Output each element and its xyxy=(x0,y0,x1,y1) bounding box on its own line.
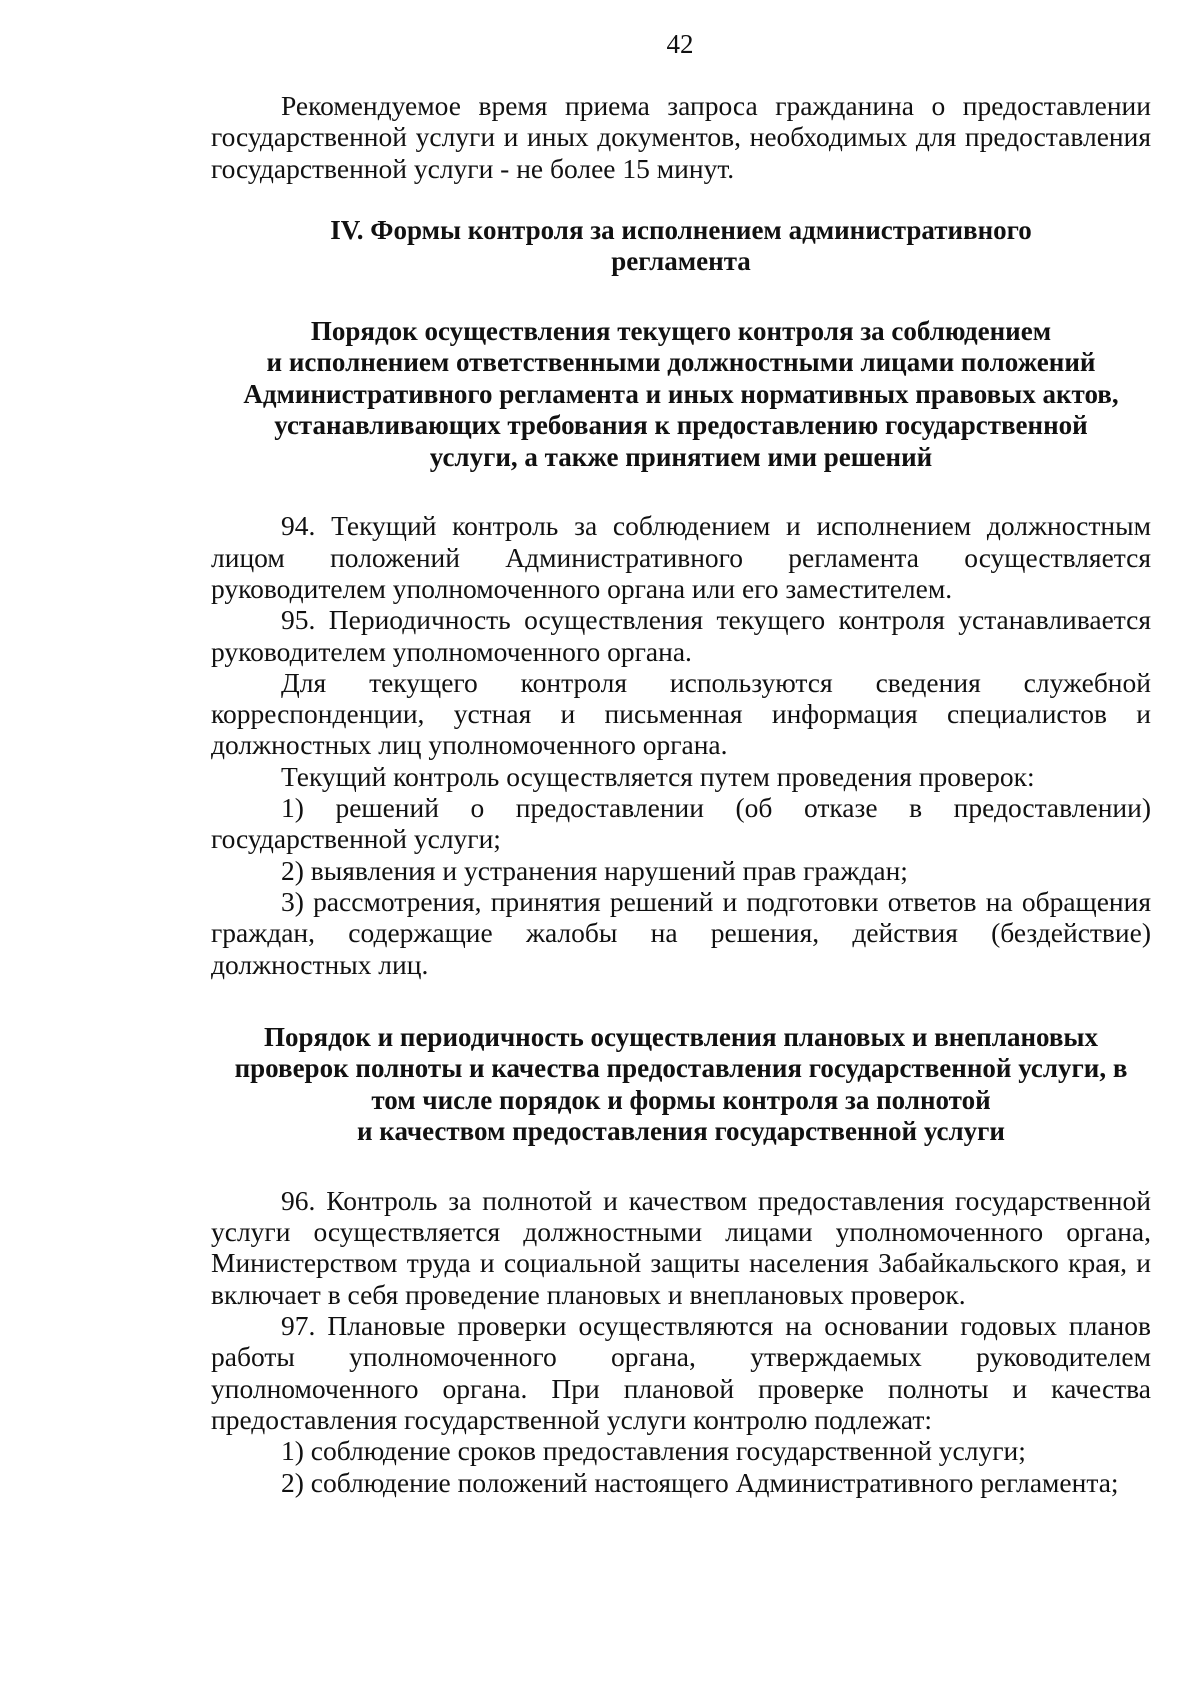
page-number: 42 xyxy=(666,29,694,59)
list-item-3: 3) рассмотрения, принятия решений и подготовки ответов на обращения граждан, содержащие жалобы на решения, действия (бездействие) должностных лиц. xyxy=(211,885,1151,980)
intro-paragraph: Рекомендуемое время приема запроса гражданина о предоставлении государственной услуги и иных документов, необходимых для предоставления государственной услуги - не более 15 минут. xyxy=(211,90,1151,184)
section-iv-title-line: IV. Формы контроля за исполнением административного xyxy=(330,214,1032,245)
planned-checks-heading xyxy=(211,1022,1151,1148)
list-item-1: 1) решений о предоставлении (об отказе в предоставлении) государственной услуги; xyxy=(211,792,1151,855)
paragraph-97: 97. Плановые проверки осуществляются на основании годовых планов работы уполномоченного органа, утверждаемых руководителем уполномоченного органа. При плановой проверке полноты и качества предоставления государственной услуги контролю подлежат: xyxy=(211,1310,1151,1435)
planned-checks-body xyxy=(211,1185,1151,1498)
heading-line: проверок полноты и качества предоставления государственной услуги, в xyxy=(234,1053,1128,1084)
list-item-2: 2) выявления и устранения нарушений прав граждан; xyxy=(281,854,908,886)
paragraph-94: 94. Текущий контроль за соблюдением и исполнением должностным лицом положений Административного регламента осуществляется руководителем уполномоченного органа или его заместителем. xyxy=(211,510,1151,604)
heading-line: и исполнением ответственными должностными лицами положений xyxy=(266,347,1096,378)
section-iv-title-line: регламента xyxy=(611,246,751,277)
current-control-body xyxy=(211,510,1151,979)
heading-line: устанавливающих требования к предоставлению государственной xyxy=(274,410,1088,441)
heading-line: Административного регламента и иных нормативных правовых актов, xyxy=(243,378,1119,409)
heading-line: Порядок осуществления текущего контроля за соблюдением xyxy=(310,315,1052,346)
paragraph-sources: Для текущего контроля используются сведения служебной корреспонденции, устная и письменная информация специалистов и должностных лиц уполномоченного органа. xyxy=(211,666,1151,761)
paragraph-checks-intro: Текущий контроль осуществляется путем проведения проверок: xyxy=(281,760,1035,792)
list-item-2: 2) соблюдение положений настоящего Административного регламента; xyxy=(281,1466,1119,1498)
paragraph-96: 96. Контроль за полнотой и качеством предоставления государственной услуги осуществляется должностными лицами уполномоченного органа, Министерством труда и социальной защиты населения Забайкальского края, и включает в себя проведение плановых и внеплановых проверок. xyxy=(211,1184,1151,1310)
paragraph-95: 95. Периодичность осуществления текущего контроля устанавливается руководителем уполномоченного органа. xyxy=(211,604,1151,667)
heading-line: услуги, а также принятием ими решений xyxy=(429,441,933,472)
section-iv-title xyxy=(211,215,1151,278)
heading-line: Порядок и периодичность осуществления плановых и внеплановых xyxy=(264,1021,1098,1052)
document-body xyxy=(211,90,1151,1498)
heading-line: том числе порядок и формы контроля за полнотой xyxy=(371,1084,991,1115)
heading-line: и качеством предоставления государственной услуги xyxy=(357,1116,1005,1147)
current-control-heading xyxy=(211,316,1151,474)
list-item-1: 1) соблюдение сроков предоставления государственной услуги; xyxy=(281,1435,1026,1467)
